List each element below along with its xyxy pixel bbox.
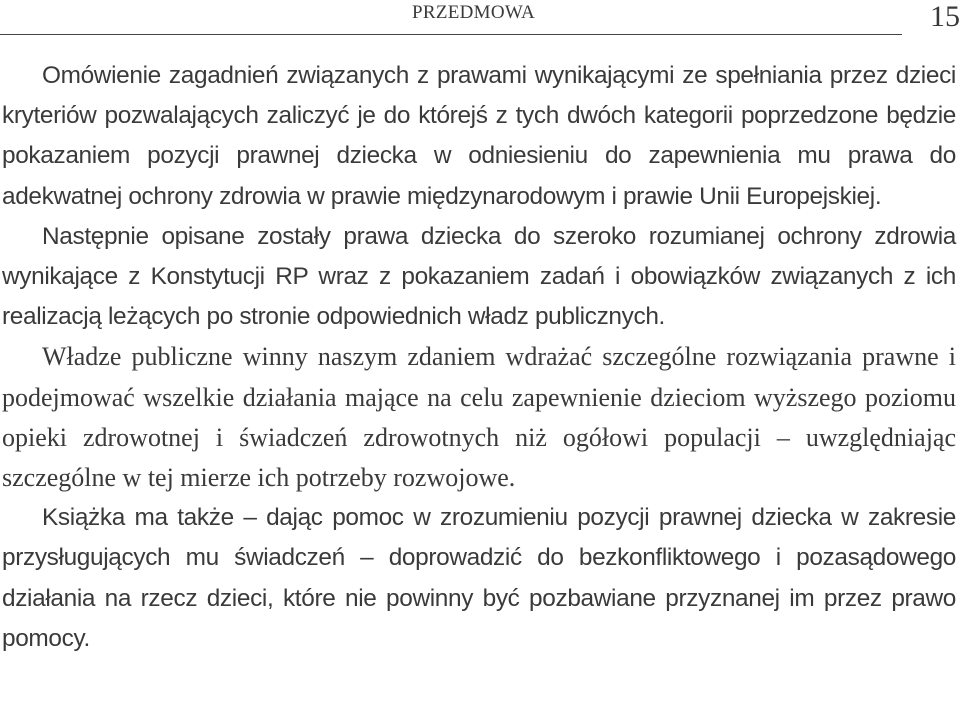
page-number: 15 <box>930 0 960 33</box>
paragraph-4: Książka ma także – dając pomoc w zrozumieniu pozycji prawnej dziecka w zakresie przysługujących mu świadczeń – doprowadzić do bezkonfliktowego i pozasądowego działania na rzecz dzieci, które nie powinny być pozbawiane przyznanej im przez prawo pomocy. <box>2 504 956 652</box>
header-rule <box>0 34 902 35</box>
paragraph-3: Władze publiczne winny naszym zdaniem wdrażać szczególne rozwiązania prawne i podejmować wszelkie działania mające na celu zapewnienie dzieciom wyższego poziomu opieki zdrowotnej i świadczeń zdrowotnych niż ogółowi populacji – uwzględniając szczególne w tej mierze ich potrzeby rozwojowe. <box>2 342 956 493</box>
paragraph-1: Omówienie zagadnień związanych z prawami wynikającymi ze spełniania przez dzieci kryteriów pozwalających zaliczyć je do którejś z tych dwóch kategorii poprzedzone będzie pokazaniem pozycji prawnej dziecka w odniesieniu do zapewnienia mu prawa do adekwatnej ochrony zdrowia w prawie międzynarodowym i prawie Unii Europejskiej. <box>2 62 956 210</box>
running-head: PRZEDMOWA <box>412 2 536 23</box>
body-text <box>2 56 956 659</box>
page-header <box>0 0 960 38</box>
paragraph-2: Następnie opisane zostały prawa dziecka do szeroko rozumianej ochrony zdrowia wynikające z Konstytucji RP wraz z pokazaniem zadań i obowiązków związanych z ich realizacją leżących po stronie odpowiednich władz publicznych. <box>2 222 956 331</box>
